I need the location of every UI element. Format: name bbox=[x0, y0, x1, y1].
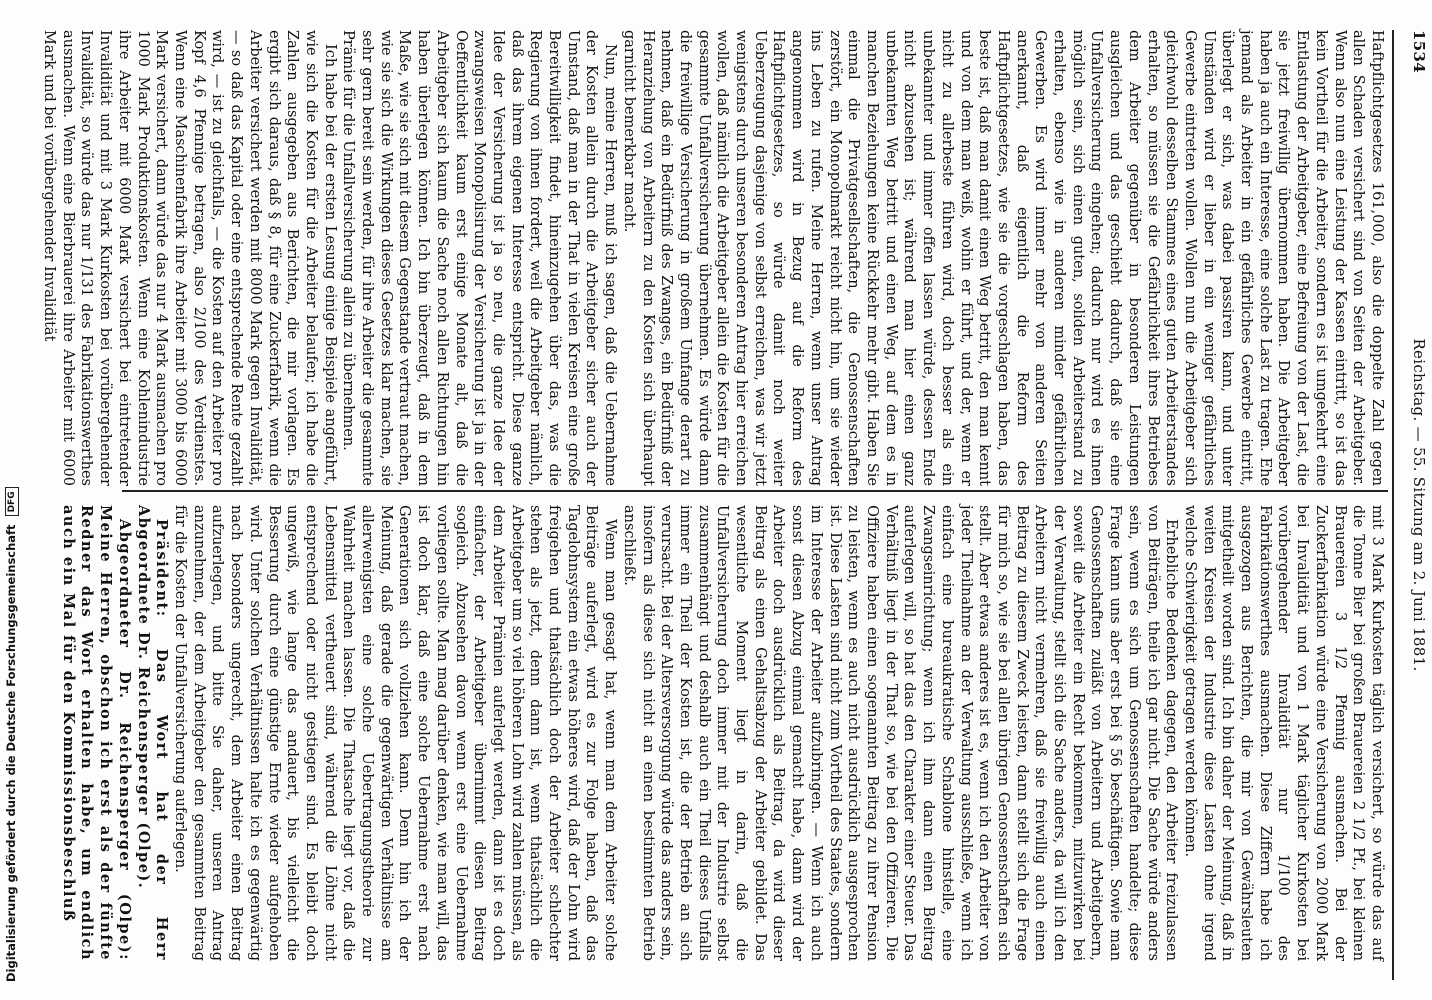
paragraph: mit 3 Mark Kurkosten täglich versichert, so würde das auf die Tonne Bier bei großen Brauereien 2 1/2 Pf., bei kleinen Brauereien 3 1/2 Pfennig ausmachen. Bei der Zuckerfabrikation würde eine Versicherung von 2000 Mark bei Invalidität und von 1 Mark täglicher Kurkosten bei vorübergehender Invalidität nur 1/100 des Fabrikationswerthes ausmachen. Diese Ziffern habe ich ausgezogen aus Berichten, die mir von Gewährsleuten mitgetheilt worden sind. Ich bin daher der Meinung, daß in weiten Kreisen der Industrie diese Lasten ohne irgend welche Schwierigkeit getragen werden können. bbox=[1181, 505, 1385, 961]
paragraph: Nun, meine Herren, muß ich sagen, daß die Uebernahme der Kosten allein durch die Arbeitgeber sicher auch der Umstand, daß man in der That in vielen Kreisen eine große Bereitwilligkeit findet, hineinzugehen über das, was die Regierung von ihnen fordert, weil die Arbeitgeber nämlich, daß das ihrem eigenen Interesse entspricht. Diese ganze Idee der Versicherung ist ja so neu, die ganze Idee der zwangsweisen Monopolisirung der Versicherung ist ja in der Oeffentlichkeit kaum erst einige Monate alt, daß die Arbeitgeber sich kaum die Sache noch allen Richtungen hin haben überlegen können. Ich bin überzeugt, daß in dem Maße, wie sie sich mit diesem Gegenstande vertraut machen, wie sie sich die Wirkungen dieses Gesetzes klar machen, sie sehr gern bereit sein werden, für ihre Arbeiter die gesammte Prämie für die Unfallversicherung allein zu übernehmen. bbox=[340, 30, 619, 486]
page-header bbox=[1398, 30, 1428, 980]
page-number: 1534 bbox=[1410, 30, 1428, 73]
speaker-paragraph: Abgeordneter Dr. Reichensperger (Olpe): Meine Herren, obschon ich erst als der fünfte Redner das Wort erhalten habe, um endlich auch ein Mal für den Kommissionsbeschluß bbox=[59, 505, 133, 961]
digitization-footer bbox=[0, 0, 22, 1000]
paragraph: Erhebliche Bedenken dagegen, den Arbeiter freizulassen von Beiträgen, theile ich gar nicht. Die Sache würde anders sein, wenn es sich um Genossenschaften handelte; diese Frage kann uns aber erst bei § 56 beschäftigen. Sowie man Genossenschaften zuläßt von Arbeitern und Arbeitgebern, soweit die Arbeiter ein Recht bekommen, mitzuwirken bei der Verwaltung, stellt sich die Sache anders, da will ich den Arbeitern nicht vermehren, daß sie freiwillig auch einen Beitrag zu diesem Zweck leisten, dann stellt sich die Frage für mich so, wie sie bei allen übrigen Genossenschaften sich stellt. Aber etwas anderes ist es, wenn ich den Arbeiter von jeder Theilnahme an der Verwaltung ausschließe, wenn ich einfach eine bureaukratische Schablone hinstelle, eine Zwangseinrichtung; wenn ich ihm dann einen Beitrag auferlegen will, so hat das den Charakter einer Steuer. Das Verhältniß liegt in der That so, wie bei den Offizieren. Die Offiziere haben einen sogenannten Beitrag zu ihrer Pension zu leisten, wenn es auch nicht ausdrücklich ausgesprochen ist. Diese Lasten sind nicht zum Vortheil des Staates, sondern im Interesse der Arbeiter aufzubringen. — Wenn ich auch sonst diesen Abzug einmal gemacht habe, dann wird der Arbeiter doch ausdrücklich als Beitrag, da wird dieser Beitrag als einen Gehaltsabzug der Arbeiter gebildet. Das wesentliche Moment liegt in darin, daß die Unfallversicherung doch immer mit der Industrie selbst zusammenhängt und deshalb auch ein Theil dieses Unfalls immer ein Theil der Kosten ist, die der Betrieb an sich verursacht. Bei der Altersversorgung würde das anders sein, insofern als diese sich nicht an einen bestimmten Betrieb anschließt. bbox=[620, 505, 1180, 961]
header-rule bbox=[1392, 30, 1394, 980]
column-divider bbox=[122, 490, 1388, 492]
speaker-paragraph: Präsident: Das Wort hat der Herr Abgeordnete Dr. Reichensperger (Olpe). bbox=[134, 505, 171, 961]
running-title: Reichstag. — 55. Sitzung am 2. Juni 1881. bbox=[1410, 338, 1428, 672]
right-column bbox=[58, 505, 1386, 961]
funding-note: Digitalisierung gefördert durch die Deutsche Forschungsgemeinschaft bbox=[4, 524, 18, 982]
paragraph: Haftpflichtgesetzes 161,000, also die doppelte Zahl gegen allen Schaden versichert sind von Seiten der Arbeitgeber. Wenn also nun eine Leistung der Kassen eintritt, so ist das kein Vortheil für die Arbeiter, sondern es ist umgekehrt eine Entlastung der Arbeitgeber, eine Befreiung von der Last, die sie jetzt freiwillig übernommen haben. Die Arbeitgeber haben ja auch ein Interesse, eine solche Last zu tragen. Ehe jemand als Arbeiter in ein gefährliches Gewerbe eintritt, überlegt er sich, was dabei passiren kann, und unter Umständen wird er lieber in ein weniger gefährliches Gewerbe eintreten wollen. Wollen nun die Arbeitgeber sich gleichwohl desselben Stammes eines guten Arbeiterstandes erhalten, so müssen sie die Gefährlichkeit ihres Betriebes dem Arbeiter gegenüber in besonderen Leistungen ausgleichen und das geschieht dadurch, daß sie eine Unfallversicherung eingehen; dadurch nur wird es ihnen möglich sein, sich einen guten, soliden Arbeiterstand zu erhalten, ebenso wie in anderen minder gefährlichen Gewerben. Es wird immer mehr von anderen Seiten anerkannt, daß eigentlich die Reform des Haftpflichtgesetzes, wie sie die vorgeschlagen haben, das beste ist, daß man damit einen Weg betritt, den man kennt und von dem man weiß, wohin er führt, und der, wenn er nicht zu allerbeste führen wird, doch besser als ein unbekannter und immer offen lassen würde, dessen Ende nicht abzusehen ist; während man hier einen ganz unbekannten Weg betritt und einen Weg, auf dem es in manchen Beziehungen keine Rückkehr mehr gibt. Haben Sie einmal die Privatgesellschaften, die Genossenschaften zerstört, ein Monopolmarkt reicht nicht hin, um sie wieder ins Leben zu rufen. Meine Herren, wenn unser Antrag angenommen wird in Bezug auf die Reform des Haftpflichtgesetzes, so würde damit noch weiter Ueberzeugung dasjenige von selbst erreichen, was wir jetzt wenigstens durch unseren besonderen Antrag hier erreichen wollen, daß nämlich die Arbeitgeber allein die Kosten für die gesammte Unfallversicherung übernehmen. Es würde dann die freiwillige Versicherung in großem Umfange derart zu nehmen, daß ein Bedürfniß des Zwanges, ein Bedürfniß der Heranziehung von Arbeitern zu den Kosten sich überhaupt garnicht bemerkbar macht. bbox=[620, 30, 1385, 486]
paragraph: Wenn man gesagt hat, wenn man dem Arbeiter solche Beiträge auferlegt, wird es zur Folge haben, daß das Tagelohnsystem ein etwas höheres wird, daß der Lohn wird freigehen und thatsächlich doch der Arbeiter schlechter stehen als jetzt, denn dann ist, wenn thatsächlich die Arbeitgeber um so viel höheren Lohn wird zahlen müssen, als dem Arbeiter Prämien auferlegt werden, dann ist es doch einfacher, der Arbeitgeber übernimmt diesen Beitrag sogleich. Abzusehen davon wenn erst eine Uebernahme vorliegen sollte. Man mag darüber denken, wie man will, das ist doch klar, daß eine solche Uebernahme erst nach Generationen sich vollziehen kann. Denn hin ich der Meinung, daß gerade die gegenwärtigen Verhältnisse am allerwenigsten eine solche Uebertragungstheorie zur Wahrheit machen lassen. Die Thatsache liegt vor, daß die Lebensmittel vertheuert sind, während die Löhne nicht entsprechend oder nicht gestiegen sind. Es bleibt doch ungewiß, wie lange das andauert, bis vielleicht die Besserung durch eine günstige Ernte wieder aufgehoben wird. Unter solchen Verhältnissen halte ich es gegenwärtig nach besonders ungerecht, dem Arbeiter einen Beitrag aufzuerlegen, und bitte Sie daher, unseren Antrag anzunehmen, der dem Arbeitgeber den gesammten Beitrag für die Kosten der Unfallversicherung auferlegen. bbox=[172, 505, 619, 961]
dfg-logo-icon: DFG bbox=[5, 487, 19, 516]
paragraph: Ich habe bei der ersten Lesung einige Beispiele angeführt, wie sich die Kosten für die Arbeiter belaufen; ich habe die Zahlen ausgegeben aus Berichten, die mir vorlagen. Es ergibt sich daraus, daß § 8, für eine Zuckerfabrik, wenn die Arbeiter versichert werden mit 8000 Mark gegen Invalidität, — so daß das Kapital oder eine entsprechende Rente gezahlt wird, — ist zu gleichfalls, — die Kosten auf den Arbeiter pro Kopf 4,6 Pfennige betragen, also 2/100 des Verdienstes. Wenn eine Maschinenfabrik ihre Arbeiter mit 3000 bis 6000 Mark versichert, dann würde das nur 4 Mark ausmachen pro 1000 Mark Produktionskosten. Wenn eine Kohlenindustrie ihre Arbeiter mit 6000 Mark versichert bei eintretender Invalidität und mit 3 Mark Kurkosten bei vorübergehender Invalidität, so würde das nur 1/131 des Fabrikationswerthes ausmachen. Wenn eine Bierbrauerei ihre Arbeiter mit 6000 Mark und bei vorübergehender Invalidität bbox=[41, 30, 338, 486]
footer-text-wrap bbox=[0, 0, 22, 1000]
left-column bbox=[39, 30, 1386, 486]
newspaper-page bbox=[41, 0, 1432, 1000]
